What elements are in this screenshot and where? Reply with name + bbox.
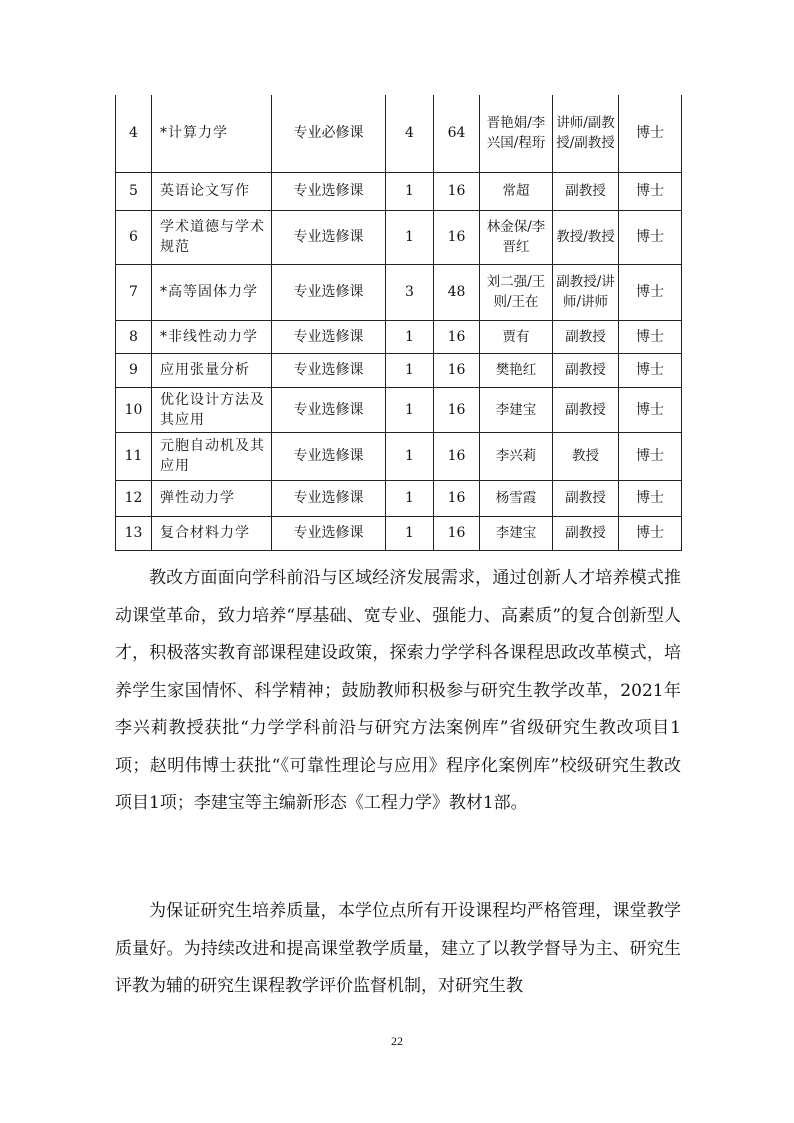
course-hours: 16 [434, 210, 480, 264]
course-hours: 16 [434, 432, 480, 480]
course-teacher [480, 264, 553, 320]
course-credit: 1 [386, 210, 434, 264]
course-teacher-title-text: 副教授/讲师/讲师 [556, 274, 615, 310]
course-teacher: 李建宝 [480, 387, 553, 432]
course-hours: 64 [434, 95, 480, 172]
course-degree: 博士 [619, 516, 682, 550]
course-teacher-text: 晋艳娟/李兴国/程珩 [486, 115, 546, 152]
course-type: 专业选修课 [272, 264, 386, 320]
course-number: 4 [116, 95, 152, 172]
course-teacher: 林金保/李晋红 [480, 210, 553, 264]
table-row [116, 320, 682, 353]
course-type: 专业选修课 [272, 480, 386, 516]
course-teacher-title [553, 95, 619, 172]
course-credit: 3 [386, 264, 434, 320]
table-row [116, 353, 682, 387]
course-type: 专业选修课 [272, 172, 386, 210]
page-number: 22 [391, 1034, 403, 1048]
course-degree: 博士 [619, 95, 682, 172]
course-hours: 16 [434, 516, 480, 550]
course-teacher-title-text: 讲师/副教授/副教授 [556, 115, 615, 152]
table-row [116, 95, 682, 172]
course-teacher [480, 95, 553, 172]
course-number: 7 [116, 264, 152, 320]
table-row [116, 432, 682, 480]
course-degree: 博士 [619, 387, 682, 432]
course-credit: 1 [386, 480, 434, 516]
course-teacher-title: 教授/教授 [553, 210, 619, 264]
course-number: 8 [116, 320, 152, 353]
course-name: *非线性动力学 [152, 320, 272, 353]
course-hours: 16 [434, 480, 480, 516]
course-degree: 博士 [619, 480, 682, 516]
course-name: 弹性动力学 [152, 480, 272, 516]
table-row [116, 264, 682, 320]
course-type: 专业选修课 [272, 210, 386, 264]
course-degree: 博士 [619, 210, 682, 264]
course-name: 英语论文写作 [152, 172, 272, 210]
course-teacher: 李建宝 [480, 516, 553, 550]
course-number: 6 [116, 210, 152, 264]
course-credit: 4 [386, 95, 434, 172]
course-teacher-text: 刘二强/王则/王在 [486, 274, 546, 310]
table-row [116, 387, 682, 432]
course-teacher-title: 教授 [553, 432, 619, 480]
course-teacher-title: 副教授 [553, 353, 619, 387]
course-type: 专业选修课 [272, 387, 386, 432]
course-credit: 1 [386, 320, 434, 353]
table-row [116, 516, 682, 550]
course-degree: 博士 [619, 320, 682, 353]
course-type: 专业选修课 [272, 353, 386, 387]
course-hours: 48 [434, 264, 480, 320]
body-paragraph-teaching-reform: 教改方面面向学科前沿与区域经济发展需求，通过创新人才培养模式推动课堂革命，致力培养“厚基础、宽专业、强能力、高素质”的复合创新型人才，积极落实教育部课程建设政策，探索力学学科各课程思政改革模式，培养学生家国情怀、科学精神；鼓励教师积极参与研究生教学改革，2021年李兴莉教授获批“力学学科前沿与研究方法案例库”省级研究生教改项目1项；赵明伟博士获批“《可靠性理论与应用》程序化案例库”校级研究生教改项目1项；李建宝等主编新形态《工程力学》教材1部。 [115, 568, 681, 813]
course-teacher: 常超 [480, 172, 553, 210]
course-teacher-title: 副教授 [553, 387, 619, 432]
course-number: 13 [116, 516, 152, 550]
course-credit: 1 [386, 432, 434, 480]
course-credit: 1 [386, 353, 434, 387]
course-teacher-title: 副教授 [553, 480, 619, 516]
body-paragraph-quality-assurance: 为保证研究生培养质量，本学位点所有开设课程均严格管理，课堂教学质量好。为持续改进和提高课堂教学质量，建立了以教学督导为主、研究生评教为辅的研究生课程教学评价监督机制，对研究生教 [115, 901, 681, 996]
course-name: 应用张量分析 [152, 353, 272, 387]
table-row [116, 210, 682, 264]
course-teacher-title: 副教授 [553, 516, 619, 550]
course-name: *高等固体力学 [152, 264, 272, 320]
course-name: 学术道德与学术规范 [152, 210, 272, 264]
course-hours: 16 [434, 172, 480, 210]
course-hours: 16 [434, 320, 480, 353]
course-name: 复合材料力学 [152, 516, 272, 550]
course-teacher-title: 副教授 [553, 172, 619, 210]
course-degree: 博士 [619, 172, 682, 210]
course-teacher: 李兴莉 [480, 432, 553, 480]
course-type: 专业必修课 [272, 95, 386, 172]
course-credit: 1 [386, 387, 434, 432]
course-credit: 1 [386, 172, 434, 210]
course-hours: 16 [434, 353, 480, 387]
course-teacher-title [553, 264, 619, 320]
course-hours: 16 [434, 387, 480, 432]
course-teacher: 贾有 [480, 320, 553, 353]
course-number: 10 [116, 387, 152, 432]
course-credit: 1 [386, 516, 434, 550]
course-degree: 博士 [619, 353, 682, 387]
course-name: 优化设计方法及其应用 [152, 387, 272, 432]
course-degree: 博士 [619, 432, 682, 480]
course-teacher: 杨雪霞 [480, 480, 553, 516]
course-teacher-title: 副教授 [553, 320, 619, 353]
course-name: *计算力学 [152, 95, 272, 172]
course-number: 9 [116, 353, 152, 387]
course-type: 专业选修课 [272, 432, 386, 480]
table-row [116, 480, 682, 516]
course-table [115, 95, 682, 551]
course-number: 12 [116, 480, 152, 516]
course-name: 元胞自动机及其应用 [152, 432, 272, 480]
course-type: 专业选修课 [272, 516, 386, 550]
course-teacher: 樊艳红 [480, 353, 553, 387]
course-degree: 博士 [619, 264, 682, 320]
table-row [116, 172, 682, 210]
course-type: 专业选修课 [272, 320, 386, 353]
course-number: 11 [116, 432, 152, 480]
course-number: 5 [116, 172, 152, 210]
